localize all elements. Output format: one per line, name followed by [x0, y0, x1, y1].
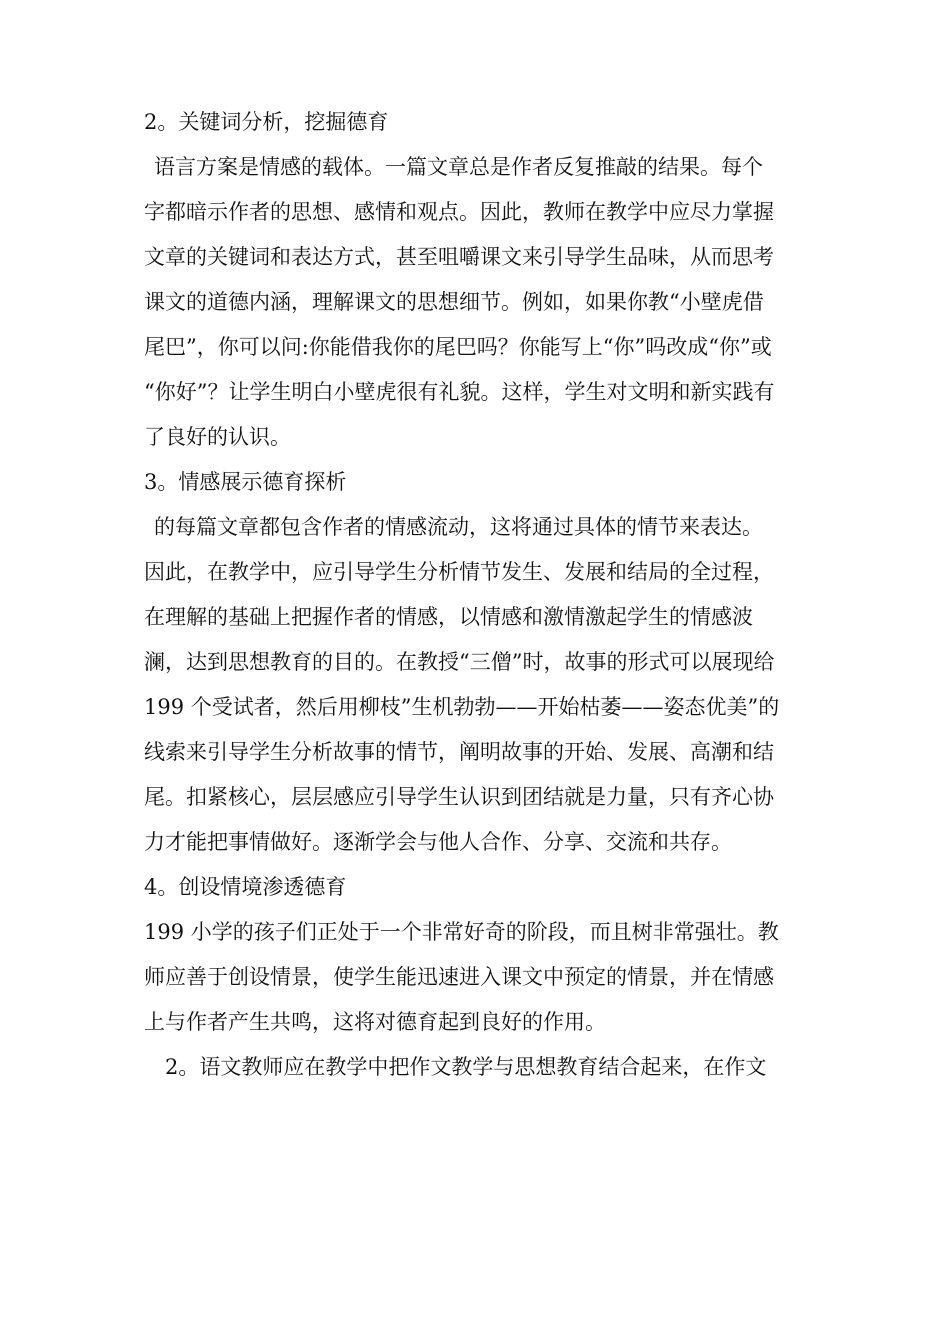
- paragraph-line: 师应善于创设情景，使学生能迅速进入课文中预定的情景，并在情感: [144, 965, 774, 989]
- section-heading: 3。情感展示德育探析: [144, 470, 347, 494]
- paragraph-line: 字都暗示作者的思想、感情和观点。因此，教师在教学中应尽力掌握: [144, 200, 774, 224]
- paragraph-line: 尾巴”，你可以问:你能借我你的尾巴吗？你能写上“你”吗改成“你”或: [144, 335, 772, 359]
- paragraph-line: 2。语文教师应在教学中把作文教学与思想教育结合起来，在作文: [165, 1055, 767, 1079]
- paragraph-line: 力才能把事情做好。逐渐学会与他人合作、分享、交流和共存。: [144, 830, 732, 854]
- paragraph-line: 了良好的认识。: [144, 425, 291, 449]
- paragraph-line: 语言方案是情感的载体。一篇文章总是作者反复推敲的结果。每个: [154, 155, 763, 179]
- paragraph-line: 因此，在教学中，应引导学生分析情节发生、发展和结局的全过程，: [144, 560, 774, 584]
- paragraph-line: 在理解的基础上把握作者的情感，以情感和激情激起学生的情感波: [144, 605, 753, 629]
- paragraph-line: 尾。扣紧核心，层层感应引导学生认识到团结就是力量，只有齐心协: [144, 785, 774, 809]
- document-body: [144, 100, 820, 1090]
- section-heading: 2。关键词分析，挖掘德育: [144, 110, 389, 134]
- section-heading: 4。创设情境渗透德育: [144, 875, 347, 899]
- paragraph-line: 澜，达到思想教育的目的。在教授“三僧”时，故事的形式可以展现给: [144, 650, 775, 674]
- paragraph-line: 线索来引导学生分析故事的情节，阐明故事的开始、发展、高潮和结: [144, 740, 774, 764]
- paragraph-line: 课文的道德内涵，理解课文的思想细节。例如，如果你教“小壁虎借: [144, 290, 764, 314]
- paragraph-line: 199 个受试者，然后用柳枝”生机勃勃——开始枯萎——姿态优美”的: [144, 695, 780, 719]
- paragraph-line: 文章的关键词和表达方式，甚至咀嚼课文来引导学生品味，从而思考: [144, 245, 774, 269]
- paragraph-line: “你好”？让学生明白小壁虎很有礼貌。这样，学生对文明和新实践有: [144, 380, 775, 404]
- paragraph-line: 199 小学的孩子们正处于一个非常好奇的阶段，而且树非常强壮。教: [144, 920, 779, 944]
- paragraph-line: 的每篇文章都包含作者的情感流动，这将通过具体的情节来表达。: [154, 515, 763, 539]
- paragraph-line: 上与作者产生共鸣，这将对德育起到良好的作用。: [144, 1010, 606, 1034]
